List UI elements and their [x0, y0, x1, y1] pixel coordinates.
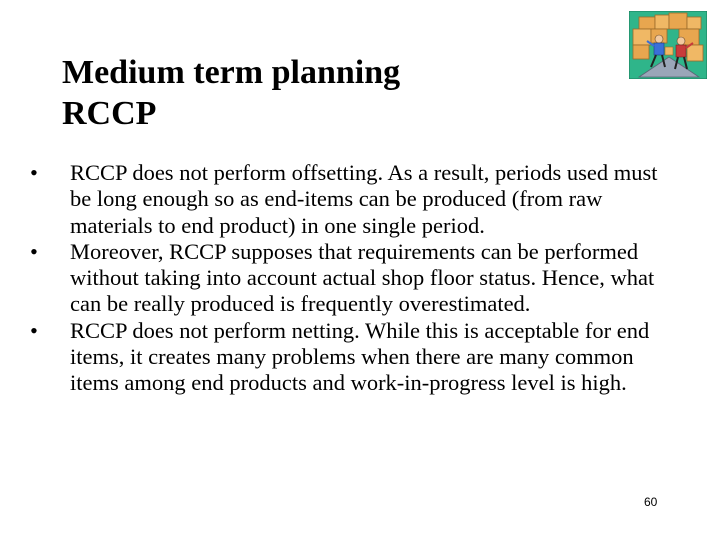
page-number: 60 [644, 495, 658, 509]
bullet-text: RCCP does not perform offsetting. As a result, periods used must be long enough so as end-items can be produced (from raw materials to end product) in one single period. [70, 160, 658, 238]
bullet-item [30, 239, 670, 318]
bullet-marker: • [30, 317, 38, 343]
bullet-text: Moreover, RCCP supposes that requirements can be performed without taking into account actual shop floor status. Hence, what can be really produced is frequently overestimated. [70, 238, 655, 317]
bullet-item [30, 318, 670, 397]
bullet-marker: • [30, 160, 38, 185]
title-line-1: Medium term planning [62, 54, 401, 91]
bullet-text: RCCP does not perform netting. While this is acceptable for end items, it creates many problems when there are many common items among end products and work-in-progress level is high. [70, 317, 650, 396]
bullet-marker: • [30, 238, 38, 264]
bullet-item [30, 160, 670, 239]
bullet-list [30, 160, 670, 397]
title-line-2: RCCP [62, 95, 157, 132]
slide-title [62, 52, 582, 134]
warehouse-workers-boxes-icon [629, 11, 707, 79]
